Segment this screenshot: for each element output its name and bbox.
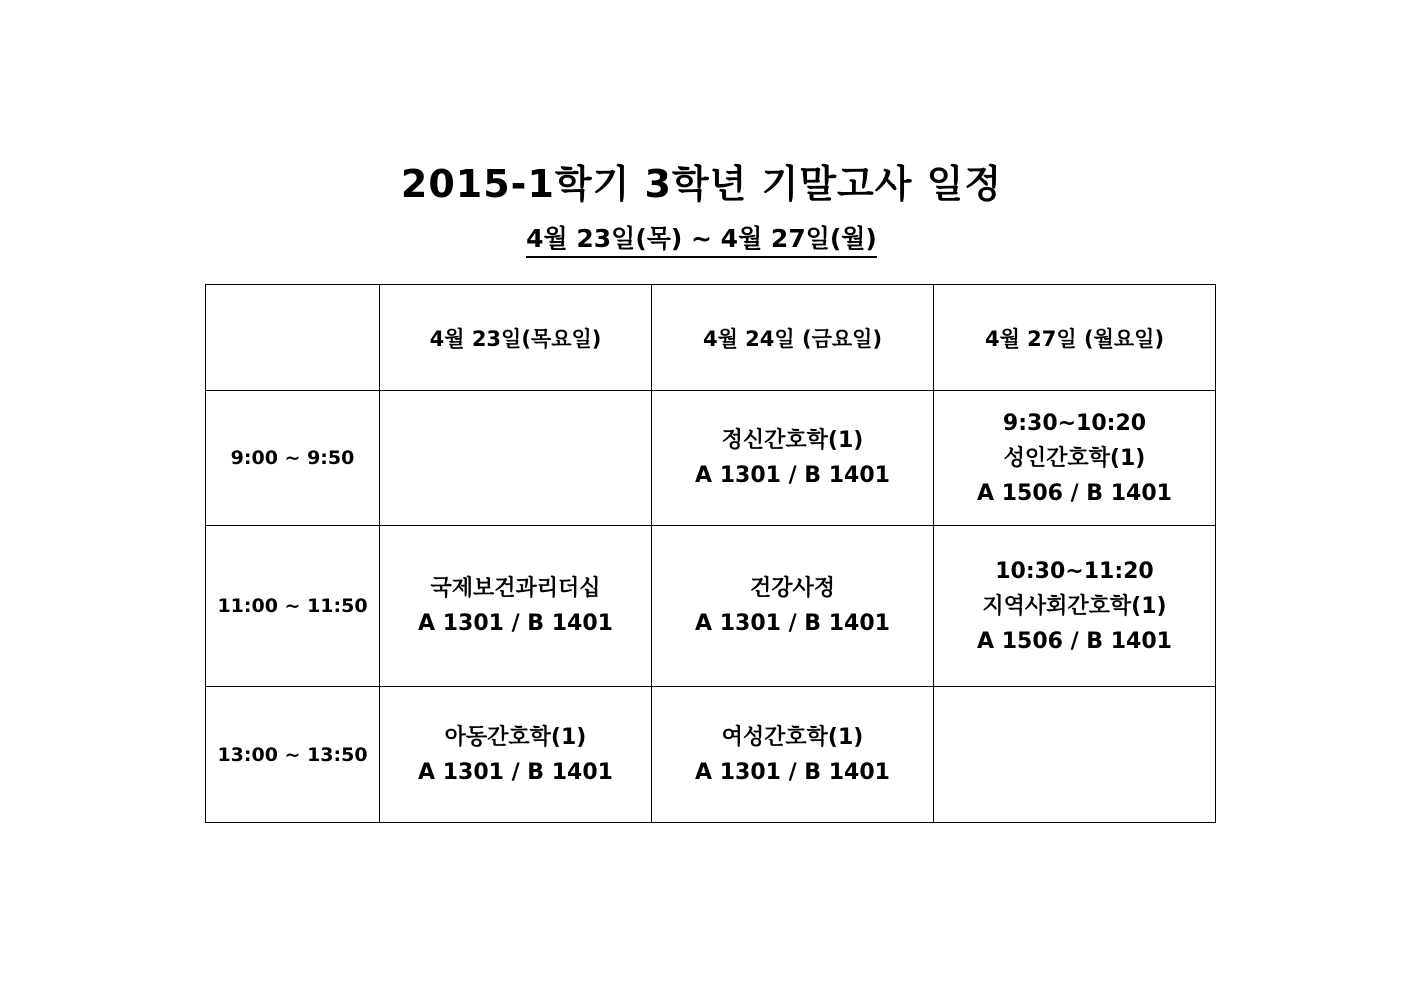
- exam-time-override: 9:30~10:20: [1002, 410, 1147, 436]
- exam-subject: 지역사회간호학(1): [982, 593, 1167, 619]
- exam-schedule-table: [205, 284, 1216, 823]
- document-title: 2015-1학기 3학년 기말고사 일정: [400, 162, 1003, 206]
- exam-cell: [934, 526, 1216, 687]
- exam-rooms: A 1301 / B 1401: [418, 759, 613, 785]
- exam-time-override: 10:30~11:20: [995, 558, 1154, 584]
- exam-cell-empty: [934, 687, 1216, 823]
- exam-subject: 여성간호학(1): [721, 724, 864, 750]
- time-slot-cell: 9:00 ~ 9:50: [206, 391, 380, 526]
- exam-rooms: A 1301 / B 1401: [695, 611, 890, 636]
- table-row: [206, 391, 1216, 526]
- exam-cell: [652, 391, 934, 526]
- header-row: [206, 285, 1216, 391]
- date-range-subtitle: 4월 23일(목) ~ 4월 27일(월): [526, 222, 877, 258]
- exam-cell: [652, 687, 934, 823]
- header-cell-apr23: 4월 23일(목요일): [380, 285, 652, 391]
- subtitle-container: [0, 222, 1403, 258]
- exam-rooms: A 1301 / B 1401: [418, 611, 613, 636]
- exam-subject: 정신간호학(1): [721, 428, 864, 453]
- exam-rooms: A 1301 / B 1401: [695, 463, 890, 488]
- exam-cell: [380, 526, 652, 687]
- table-row: [206, 526, 1216, 687]
- header-cell-apr24: 4월 24일 (금요일): [652, 285, 934, 391]
- exam-rooms: A 1301 / B 1401: [695, 759, 890, 785]
- exam-cell-empty: [380, 391, 652, 526]
- header-cell-apr27: 4월 27일 (월요일): [934, 285, 1216, 391]
- exam-subject: 국제보건과리더십: [430, 576, 601, 601]
- exam-rooms: A 1506 / B 1401: [977, 628, 1172, 654]
- exam-subject: 아동간호학(1): [444, 724, 587, 750]
- corner-cell: [206, 285, 380, 391]
- exam-subject: 성인간호학(1): [1003, 445, 1146, 471]
- time-slot-cell: 11:00 ~ 11:50: [206, 526, 380, 687]
- time-slot-cell: 13:00 ~ 13:50: [206, 687, 380, 823]
- exam-cell: [934, 391, 1216, 526]
- exam-subject: 건강사정: [749, 576, 835, 601]
- table-row: [206, 687, 1216, 823]
- exam-rooms: A 1506 / B 1401: [977, 480, 1172, 506]
- exam-cell: [652, 526, 934, 687]
- exam-cell: [380, 687, 652, 823]
